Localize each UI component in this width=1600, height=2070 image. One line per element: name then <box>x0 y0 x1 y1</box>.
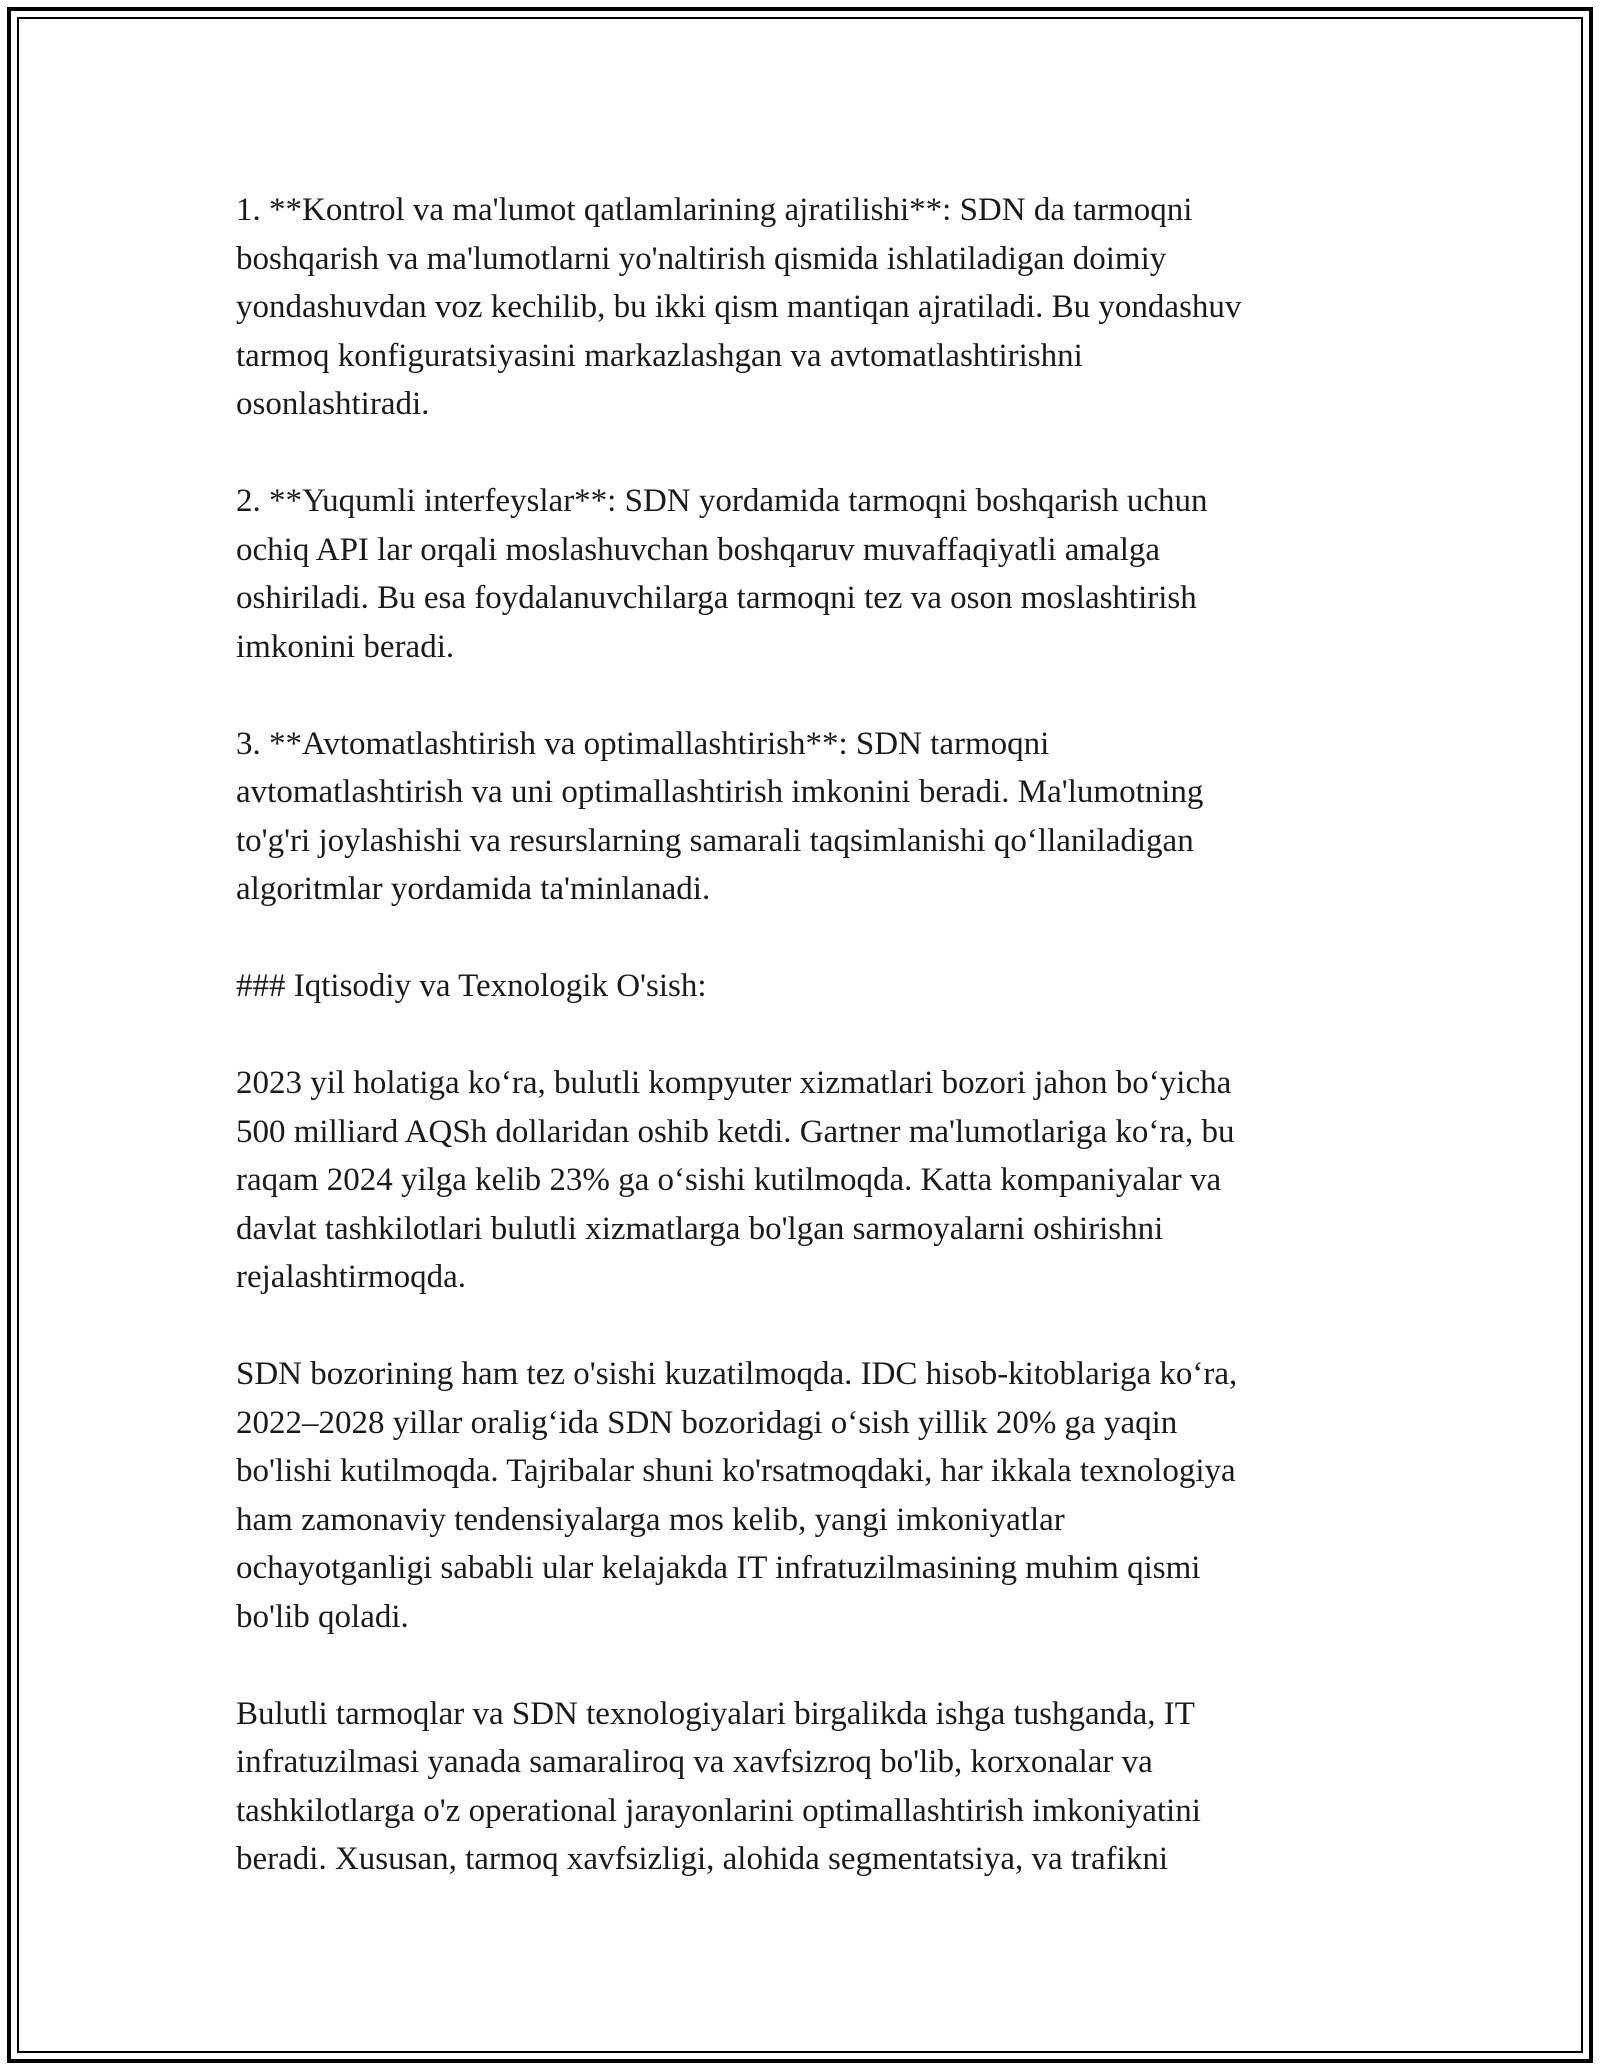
paragraph-combined-benefits: Bulutli tarmoqlar va SDN texnologiyalari birgalikda ishga tushganda, IT infratuzilmasi yanada samaraliroq va xavfsizroq bo'lib, korxonalar va tashkilotlarga o'z operational jarayonlarini optimallashtirish imkoniyatini beradi. Xususan, tarmoq xavfsizligi, alohida segmentatsiya, va trafikni <box>236 1695 1201 1877</box>
list-item-control-data-separation: 1. **Kontrol va ma'lumot qatlamlarining ajratilishi**: SDN da tarmoqni boshqarish va ma'lumotlarni yo'naltirish qismida ishlatiladigan doimiy yondashuvdan voz kechilib, bu ikki qism mantiqan ajratiladi. Bu yondashuv tarmoq konfiguratsiyasini markazlashgan va avtomatlashtirishni osonlashtiradi. <box>236 192 1242 422</box>
paragraph-sdn-market: SDN bozorining ham tez o'sishi kuzatilmoqda. IDC hisob-kitoblariga ko‘ra, 2022–2028 yillar oralig‘ida SDN bozoridagi o‘sish yillik 20% ga yaqin bo'lishi kutilmoqda. Tajribalar shuni ko'rsatmoqdaki, har ikkala texnologiya ham zamonaviy tendensiyalarga mos kelib, yangi imkoniyatlar ochayotganligi sababli ular kelajakda IT infratuzilmasining muhim qismi bo'lib qoladi. <box>236 1356 1238 1635</box>
section-heading: ### Iqtisodiy va Texnologik O'sish: <box>236 968 707 1004</box>
paragraph-cloud-market: 2023 yil holatiga ko‘ra, bulutli kompyuter xizmatlari bozori jahon bo‘yicha 500 milliard AQSh dollaridan oshib ketdi. Gartner ma'lumotlariga ko‘ra, bu raqam 2024 yilga kelib 23% ga o‘sishi kutilmoqda. Katta kompaniyalar va davlat tashkilotlari bulutli xizmatlarga bo'lgan sarmoyalarni oshirishni rejalashtirmoqda. <box>236 1065 1235 1295</box>
list-item-automation-optimization: 3. **Avtomatlashtirish va optimallashtirish**: SDN tarmoqni avtomatlashtirish va uni optimallashtirish imkonini beradi. Ma'lumotning to'g'ri joylashishi va resurslarning samarali taqsimlanishi qo‘llaniladigan algoritmlar yordamida ta'minlanadi. <box>236 725 1204 907</box>
list-item-open-interfaces: 2. **Yuqumli interfeyslar**: SDN yordamida tarmoqni boshqarish uchun ochiq API lar orqali moslashuvchan boshqaruv muvaffaqiyatli amalga oshiriladi. Bu esa foydalanuvchilarga tarmoqni tez va oson moslashtirish imkonini beradi. <box>236 483 1208 665</box>
document-body <box>236 186 1366 1884</box>
